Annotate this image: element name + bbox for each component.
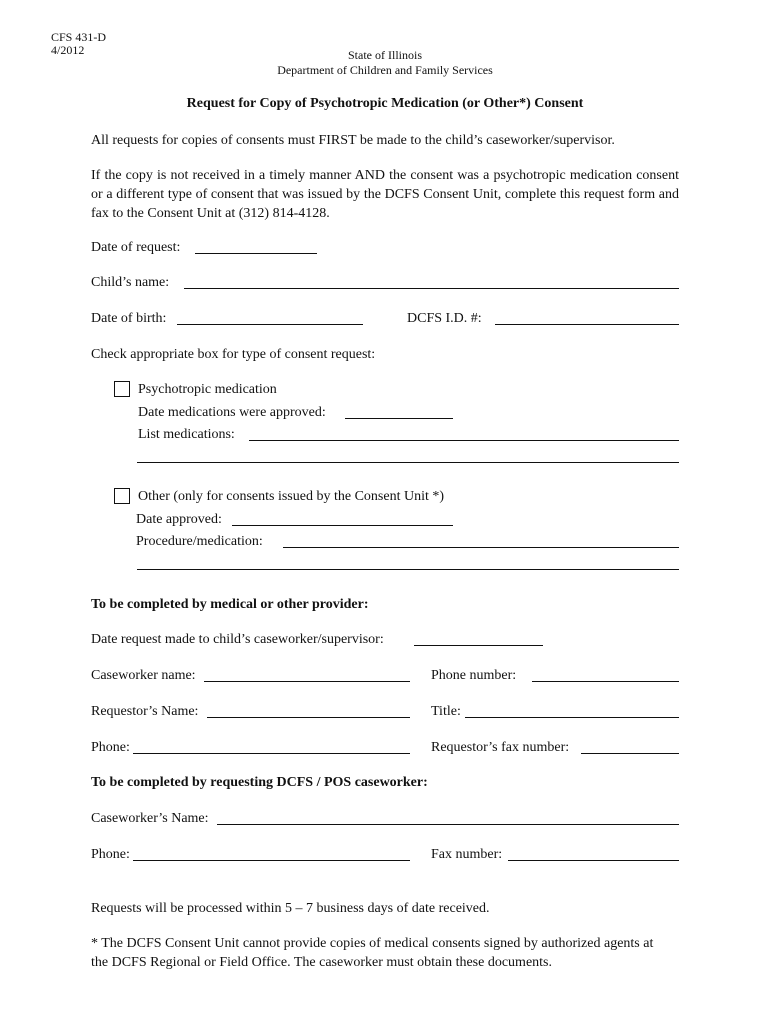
other-label: Other (only for consents issued by the Consent Unit *) [138,489,445,504]
date-request-made-label: Date request made to child’s caseworker/supervisor: [91,632,384,647]
intro-text: All requests for copies of consents must FIRST be made to the child’s caseworker/supervisor. [91,133,615,148]
date-approved-label: Date approved: [136,512,222,527]
other-checkbox[interactable] [114,488,130,504]
list-medications-label: List medications: [138,427,235,442]
date-of-request-field[interactable] [195,253,317,254]
consent-unit-note: * The DCFS Consent Unit cannot provide copies of medical consents signed by authorized agents at the DCFS Regional or Field Office. The caseworker must obtain these documents. [91,936,654,970]
date-approved-field[interactable] [232,525,453,526]
medications-approved-date-label: Date medications were approved: [138,405,326,420]
requestors-name-label: Requestor’s Name: [91,704,199,719]
fax-number-field[interactable] [508,860,679,861]
caseworkers-name-label: Caseworker’s Name: [91,811,209,826]
provider-phone-label: Phone: [91,740,130,755]
medications-approved-date-field[interactable] [345,418,453,419]
fax-number-label: Fax number: [431,847,503,862]
childs-name-field[interactable] [184,288,679,289]
dcfs-id-label: DCFS I.D. #: [407,311,482,326]
phone-number-field[interactable] [532,681,679,682]
list-medications-field-2[interactable] [137,462,679,463]
provider-section-heading: To be completed by medical or other provider: [91,597,369,612]
caseworker-phone-label: Phone: [91,847,130,862]
procedure-medication-field-2[interactable] [137,569,679,570]
caseworkers-name-field[interactable] [217,824,679,825]
check-instruction: Check appropriate box for type of consent request: [91,347,376,362]
psychotropic-label: Psychotropic medication [138,382,277,397]
caseworker-name-field[interactable] [204,681,410,682]
state-name: State of Illinois [348,48,422,62]
caseworker-phone-field[interactable] [133,860,410,861]
date-of-request-label: Date of request: [91,240,181,255]
procedure-medication-label: Procedure/medication: [136,534,263,549]
title-label: Title: [431,704,461,719]
title-field[interactable] [465,717,679,718]
form-date: 4/2012 [51,43,85,57]
dcfs-id-field[interactable] [495,324,679,325]
psychotropic-checkbox[interactable] [114,381,130,397]
childs-name-label: Child’s name: [91,275,170,290]
date-request-made-field[interactable] [414,645,543,646]
processing-note: Requests will be processed within 5 – 7 business days of date received. [91,901,490,916]
form-code: CFS 431-D [51,30,107,44]
form-title: Request for Copy of Psychotropic Medication (or Other*) Consent [186,96,584,111]
department-name: Department of Children and Family Services [277,63,493,77]
date-of-birth-field[interactable] [177,324,363,325]
procedure-medication-field[interactable] [283,547,679,548]
requestors-fax-label: Requestor’s fax number: [431,740,570,755]
caseworker-section-heading: To be completed by requesting DCFS / POS caseworker: [91,775,428,790]
requestors-fax-field[interactable] [581,753,679,754]
phone-number-label: Phone number: [431,668,517,683]
date-of-birth-label: Date of birth: [91,311,167,326]
caseworker-name-label: Caseworker name: [91,668,196,683]
list-medications-field[interactable] [249,440,679,441]
provider-phone-field[interactable] [133,753,410,754]
requestors-name-field[interactable] [207,717,410,718]
instructions-paragraph: If the copy is not received in a timely manner AND the consent was a psychotropic medication consent or a different type of consent that was issued by the DCFS Consent Unit, complete this request form and fax to the Consent Unit at (312) 814-4128. [91,168,679,221]
